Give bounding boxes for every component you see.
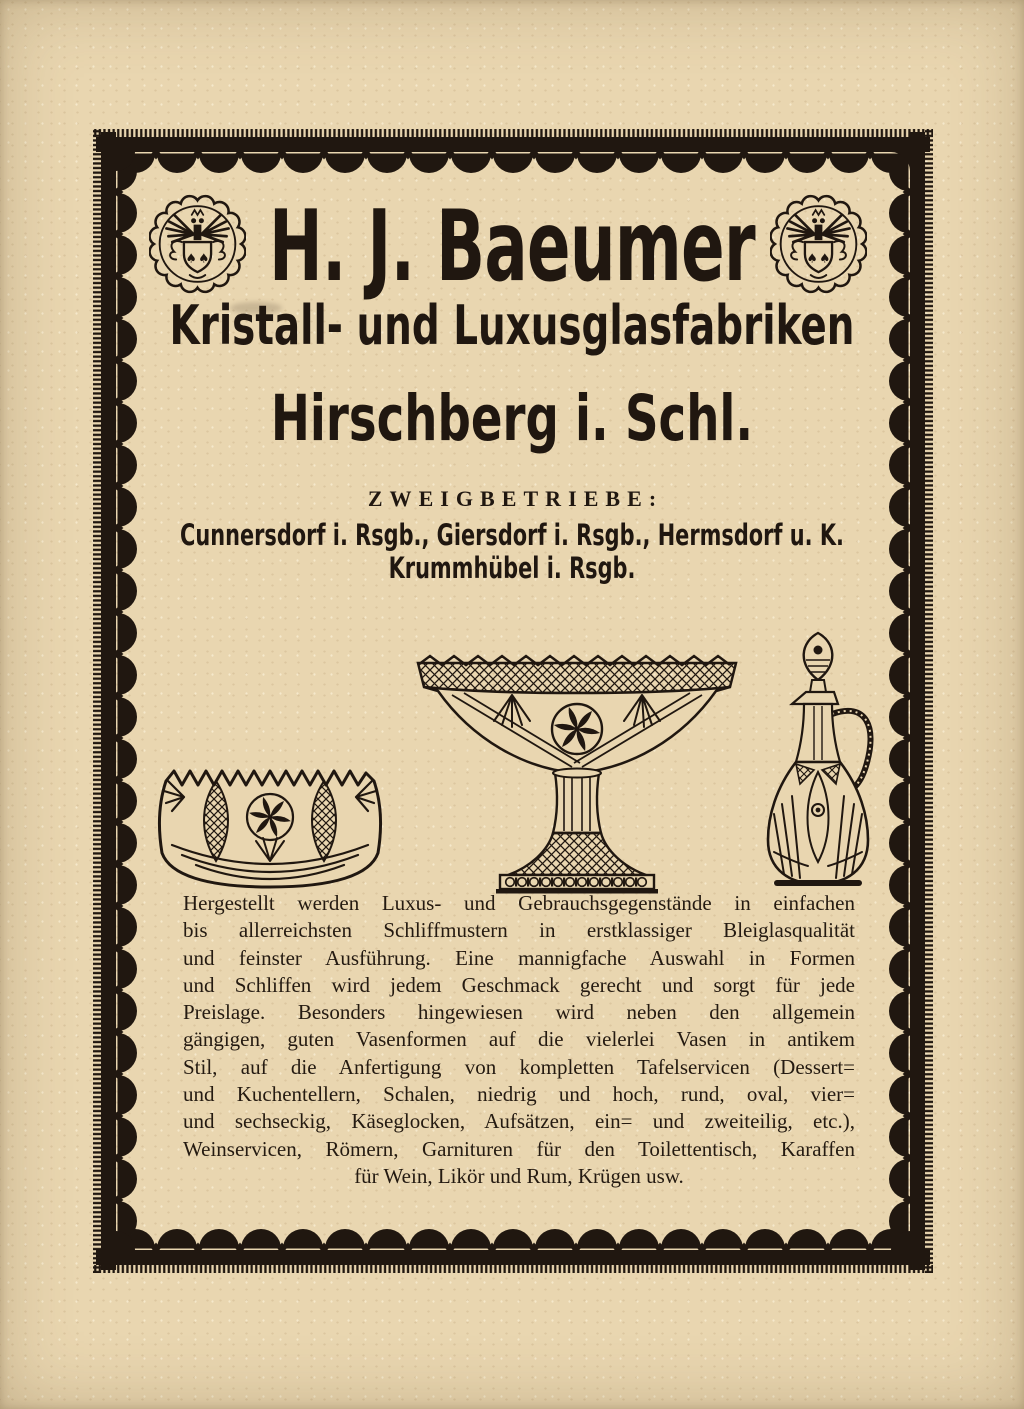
- decanter-illustration: [748, 630, 888, 895]
- spout: [792, 692, 838, 704]
- company-industry: Kristall- und Luxusglasfabriken: [169, 294, 855, 357]
- svg-text:♠: ♠: [185, 250, 197, 266]
- stopper: [804, 633, 833, 680]
- body-text-line: und Kuchentellern, Schalen, niedrig und hoch, rund, oval, vier=: [183, 1082, 855, 1107]
- body-text-line: bis allerreichsten Schliffmustern in erstklassiger Bleiglasqualität: [183, 918, 855, 943]
- cut-glass-bowl-illustration: [150, 735, 390, 895]
- svg-text:♠: ♠: [819, 250, 831, 266]
- compote-illustration: [412, 643, 742, 895]
- body-text-line: und feinster Ausführung. Eine mannigfache Auswahl in Formen: [183, 945, 855, 970]
- company-name: H. J. Baeumer: [268, 190, 756, 304]
- body-text-line: Hergestellt werden Luxus- und Gebrauchsgegenstände in einfachen: [183, 891, 855, 915]
- body-text-line: Stil, auf die Anfertigung von kompletten Tafelservicen (Dessert=: [183, 1054, 855, 1079]
- branches-line-2: Krummhübel i. Rsgb.: [388, 551, 636, 585]
- body-text-line: und sechseckig, Käseglocken, Aufsätzen, ein= und zweiteilig, etc.),: [183, 1109, 855, 1134]
- body-text-line: gängigen, guten Vasenformen auf die vielerlei Vasen in antikem: [183, 1027, 855, 1052]
- svg-text:♠: ♠: [806, 250, 818, 266]
- body-text-line: für Wein, Likör und Rum, Krügen usw.: [354, 1163, 684, 1188]
- pinwheel-motif: [552, 704, 602, 754]
- body-text-line: Preislage. Besonders hingewiesen wird neben den allgemein: [183, 1000, 855, 1025]
- body-text-line: und Schliffen wird jedem Geschmack gerecht und sorgt für jede: [183, 972, 855, 997]
- company-location: Hirschberg i. Schl.: [270, 382, 754, 455]
- branches-line-1: Cunnersdorf i. Rsgb., Giersdorf i. Rsgb., Hermsdorf u. K.: [180, 518, 844, 552]
- body-text: [183, 890, 855, 1190]
- branches-heading: ZWEIGBETRIEBE:: [367, 486, 664, 511]
- body-text-line: Weinservicen, Römern, Garnituren für den Toilettentisch, Karaffen: [183, 1136, 855, 1161]
- svg-text:♠: ♠: [198, 250, 210, 266]
